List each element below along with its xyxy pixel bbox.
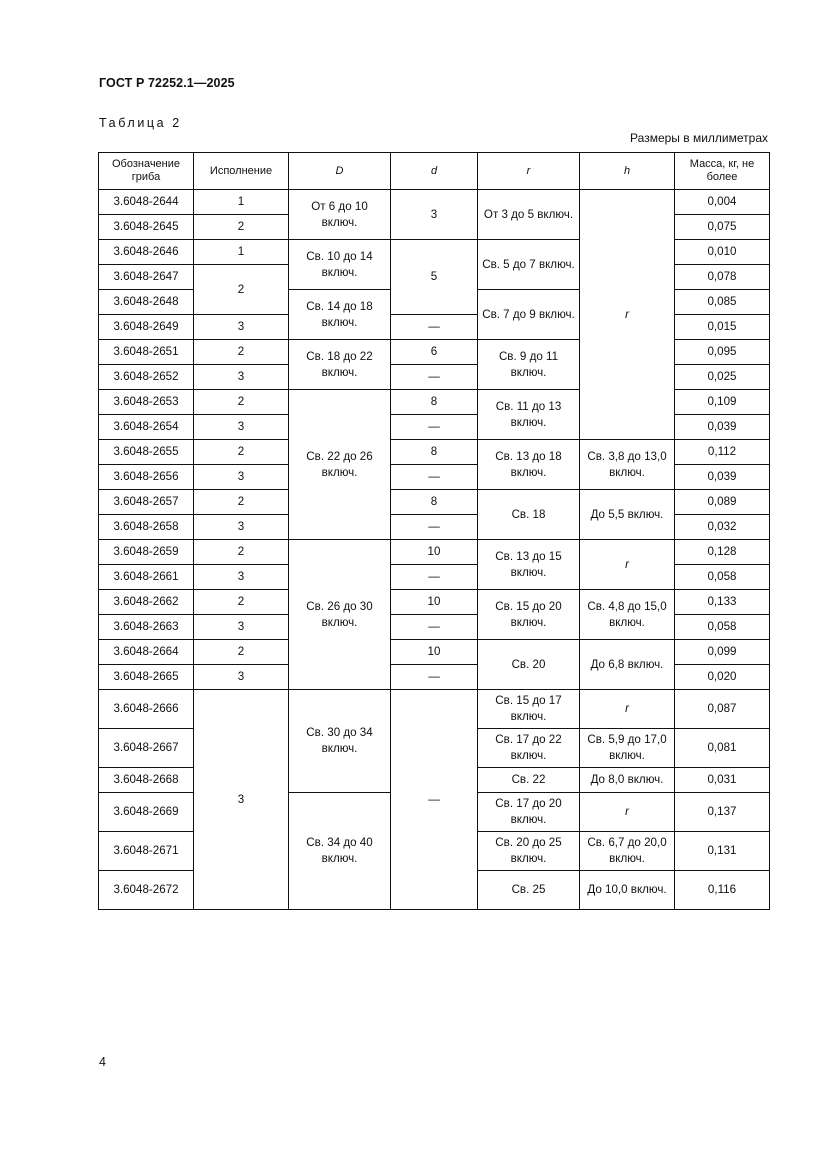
cell-mass: 0,025 — [675, 365, 770, 390]
cell-mass: 0,081 — [675, 729, 770, 768]
cell-h: До 6,8 включ. — [580, 640, 675, 690]
cell-mass: 0,058 — [675, 565, 770, 590]
cell-designation: 3.6048-2644 — [99, 190, 194, 215]
cell-d: 10 — [391, 640, 478, 665]
cell-d: 10 — [391, 540, 478, 565]
cell-r: Св. 20 — [478, 640, 580, 690]
header-d: d — [391, 153, 478, 190]
cell-mass: 0,116 — [675, 871, 770, 910]
cell-version: 3 — [194, 665, 289, 690]
cell-r: Св. 17 до 22 включ. — [478, 729, 580, 768]
cell-mass: 0,020 — [675, 665, 770, 690]
cell-designation: 3.6048-2663 — [99, 615, 194, 640]
cell-D: От 6 до 10 включ. — [289, 190, 391, 240]
cell-r: Св. 18 — [478, 490, 580, 540]
cell-designation: 3.6048-2659 — [99, 540, 194, 565]
cell-r: Св. 22 — [478, 768, 580, 793]
cell-D: Св. 34 до 40 включ. — [289, 793, 391, 910]
table-header-row — [99, 153, 770, 190]
cell-mass: 0,112 — [675, 440, 770, 465]
units-note: Размеры в миллиметрах — [630, 131, 768, 145]
cell-mass: 0,031 — [675, 768, 770, 793]
cell-designation: 3.6048-2649 — [99, 315, 194, 340]
cell-D: Св. 10 до 14 включ. — [289, 240, 391, 290]
cell-designation: 3.6048-2661 — [99, 565, 194, 590]
cell-r: Св. 11 до 13 включ. — [478, 390, 580, 440]
cell-d: 3 — [391, 190, 478, 240]
header-version: Исполнение — [194, 153, 289, 190]
cell-mass: 0,133 — [675, 590, 770, 615]
cell-version: 3 — [194, 690, 289, 910]
cell-mass: 0,039 — [675, 415, 770, 440]
cell-r: Св. 13 до 18 включ. — [478, 440, 580, 490]
cell-mass: 0,010 — [675, 240, 770, 265]
cell-mass: 0,089 — [675, 490, 770, 515]
document-header: ГОСТ Р 72252.1—2025 — [99, 76, 235, 90]
cell-version: 2 — [194, 390, 289, 415]
cell-mass: 0,085 — [675, 290, 770, 315]
cell-h: r — [580, 190, 675, 440]
cell-designation: 3.6048-2654 — [99, 415, 194, 440]
cell-h: До 5,5 включ. — [580, 490, 675, 540]
cell-r: Св. 5 до 7 включ. — [478, 240, 580, 290]
cell-r: Св. 25 — [478, 871, 580, 910]
cell-version: 3 — [194, 515, 289, 540]
cell-D: Св. 30 до 34 включ. — [289, 690, 391, 793]
cell-version: 1 — [194, 240, 289, 265]
cell-r: Св. 7 до 9 включ. — [478, 290, 580, 340]
cell-d: 8 — [391, 440, 478, 465]
cell-D: Св. 26 до 30 включ. — [289, 540, 391, 690]
cell-designation: 3.6048-2655 — [99, 440, 194, 465]
cell-d: — — [391, 690, 478, 910]
table-row — [99, 640, 770, 665]
cell-designation: 3.6048-2664 — [99, 640, 194, 665]
cell-D: Св. 22 до 26 включ. — [289, 390, 391, 540]
cell-mass: 0,032 — [675, 515, 770, 540]
cell-version: 2 — [194, 340, 289, 365]
header-h: h — [580, 153, 675, 190]
cell-h: r — [580, 690, 675, 729]
cell-designation: 3.6048-2656 — [99, 465, 194, 490]
cell-designation: 3.6048-2658 — [99, 515, 194, 540]
cell-mass: 0,015 — [675, 315, 770, 340]
cell-d: 8 — [391, 490, 478, 515]
spec-table — [98, 152, 770, 910]
cell-h: r — [580, 793, 675, 832]
cell-r: От 3 до 5 включ. — [478, 190, 580, 240]
cell-designation: 3.6048-2668 — [99, 768, 194, 793]
table-row — [99, 540, 770, 565]
cell-d: — — [391, 515, 478, 540]
cell-r: Св. 20 до 25 включ. — [478, 832, 580, 871]
cell-r: Св. 9 до 11 включ. — [478, 340, 580, 390]
cell-d: — — [391, 615, 478, 640]
cell-version: 2 — [194, 215, 289, 240]
cell-r: Св. 17 до 20 включ. — [478, 793, 580, 832]
table-row — [99, 190, 770, 215]
cell-D: Св. 18 до 22 включ. — [289, 340, 391, 390]
page-number: 4 — [99, 1055, 106, 1069]
table-row — [99, 490, 770, 515]
cell-mass: 0,099 — [675, 640, 770, 665]
cell-mass: 0,075 — [675, 215, 770, 240]
header-mass: Масса, кг, не более — [675, 153, 770, 190]
cell-designation: 3.6048-2666 — [99, 690, 194, 729]
cell-version: 2 — [194, 540, 289, 565]
cell-d: 8 — [391, 390, 478, 415]
cell-designation: 3.6048-2645 — [99, 215, 194, 240]
cell-d: — — [391, 665, 478, 690]
cell-d: 10 — [391, 590, 478, 615]
cell-designation: 3.6048-2672 — [99, 871, 194, 910]
cell-d: 6 — [391, 340, 478, 365]
cell-r: Св. 15 до 17 включ. — [478, 690, 580, 729]
table-row — [99, 440, 770, 465]
cell-designation: 3.6048-2662 — [99, 590, 194, 615]
cell-designation: 3.6048-2651 — [99, 340, 194, 365]
cell-mass: 0,128 — [675, 540, 770, 565]
cell-designation: 3.6048-2653 — [99, 390, 194, 415]
cell-version: 1 — [194, 190, 289, 215]
cell-version: 3 — [194, 315, 289, 340]
cell-mass: 0,131 — [675, 832, 770, 871]
cell-designation: 3.6048-2652 — [99, 365, 194, 390]
cell-h: Св. 5,9 до 17,0 включ. — [580, 729, 675, 768]
cell-version: 2 — [194, 590, 289, 615]
cell-designation: 3.6048-2669 — [99, 793, 194, 832]
cell-d: 5 — [391, 240, 478, 315]
cell-h: До 10,0 включ. — [580, 871, 675, 910]
cell-designation: 3.6048-2667 — [99, 729, 194, 768]
header-D: D — [289, 153, 391, 190]
cell-h: До 8,0 включ. — [580, 768, 675, 793]
cell-d: — — [391, 565, 478, 590]
cell-mass: 0,137 — [675, 793, 770, 832]
cell-h: Св. 3,8 до 13,0 включ. — [580, 440, 675, 490]
cell-designation: 3.6048-2657 — [99, 490, 194, 515]
cell-h: r — [580, 540, 675, 590]
cell-mass: 0,039 — [675, 465, 770, 490]
cell-d: — — [391, 365, 478, 390]
cell-version: 3 — [194, 365, 289, 390]
cell-version: 2 — [194, 640, 289, 665]
cell-designation: 3.6048-2671 — [99, 832, 194, 871]
cell-designation: 3.6048-2665 — [99, 665, 194, 690]
cell-mass: 0,058 — [675, 615, 770, 640]
cell-designation: 3.6048-2648 — [99, 290, 194, 315]
cell-mass: 0,095 — [675, 340, 770, 365]
cell-version: 3 — [194, 565, 289, 590]
cell-d: — — [391, 415, 478, 440]
table-row — [99, 690, 770, 729]
cell-mass: 0,078 — [675, 265, 770, 290]
cell-version: 3 — [194, 465, 289, 490]
header-r: r — [478, 153, 580, 190]
cell-version: 2 — [194, 265, 289, 315]
cell-version: 3 — [194, 615, 289, 640]
table-row — [99, 590, 770, 615]
header-designation: Обозначение гриба — [99, 153, 194, 190]
cell-d: — — [391, 465, 478, 490]
cell-version: 3 — [194, 415, 289, 440]
cell-D: Св. 14 до 18 включ. — [289, 290, 391, 340]
cell-version: 2 — [194, 490, 289, 515]
cell-d: — — [391, 315, 478, 340]
cell-mass: 0,109 — [675, 390, 770, 415]
cell-h: Св. 6,7 до 20,0 включ. — [580, 832, 675, 871]
cell-r: Св. 15 до 20 включ. — [478, 590, 580, 640]
cell-designation: 3.6048-2646 — [99, 240, 194, 265]
cell-designation: 3.6048-2647 — [99, 265, 194, 290]
cell-mass: 0,087 — [675, 690, 770, 729]
cell-mass: 0,004 — [675, 190, 770, 215]
cell-r: Св. 13 до 15 включ. — [478, 540, 580, 590]
table-caption: Таблица 2 — [99, 116, 182, 130]
cell-version: 2 — [194, 440, 289, 465]
cell-h: Св. 4,8 до 15,0 включ. — [580, 590, 675, 640]
